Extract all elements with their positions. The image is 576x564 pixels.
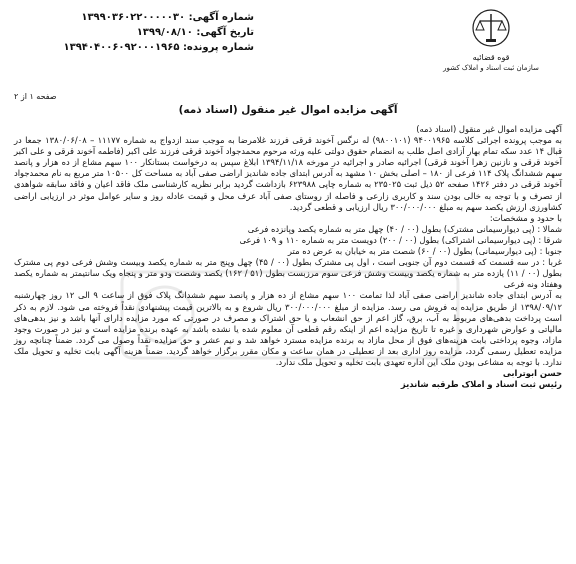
boundary-north: شمالا : (پی دیوارسیمانی مشترک) بطول (۰۰ / ۴۰) چهل متر به شماره یکصد وپانزده فرعی [247,223,562,234]
case-number: ۱۳۹۴۰۴۰۰۶۰۹۲۰۰۰۱۹۶۵ [63,42,180,53]
org-header [416,8,566,73]
case-number-row [14,40,254,55]
judiciary-emblem-icon [471,8,511,48]
body-paragraph-auction: به آدرس ابتدای جاده شاندیز اراضی صفی آباد لذا تمامت ۱۰۰ سهم مشاع از ده هزار و پانصد سهم ششدانگ پلاک فوق از ساعت ۹ الی ۱۲ روز چهارشنبه ۱۳۹۸/۰۹/۱۲ از طریق مزایده به فروش می رسد. مزایده از مبلغ ۳۰۰/۰۰۰/۰۰۰ ریال شروع و به بالاترین قیمت پیشنهادی نقداً فروخته می شود. لازم به ذکر است پرداخت بدهی‌های مربوط به آب، برق، گاز اعم از حق انشعاب و یا حق اشتراک و مصرف در صورتی که مورد مزایده دارای آنها باشد و نیز بدهی‌های مالیاتی و عوارض شهرداری و غیره تا تاریخ مزایده اعم از اینکه رقم قطعی آن معلوم شده یا نشده باشد به عهده برنده مزایده است و نیز در صورت وجود مازاد، وجوه پرداختی بابت هزینه‌های فوق از محل مازاد به برنده مزایده مسترد خواهد شد و نیم عشر و حق مزایده نقداً وصول می گردد. ضمناً چنانچه روز مزایده تعطیل رسمی گردد، مزایده روز اداری بعد از تعطیلی در همان ساعت و مکان مقرر برگزار خواهد گردید. ضمناً هزینه آگهی بابت تخلیه و تحویل ملک ندارد. با توجه به مشاعی بودن ملک این اداره تعهدی بابت تخلیه و تحویل ملک ندارد. [14,290,562,367]
signer-name: حسن ابوترابی [502,368,562,379]
signer-title: رئیس ثبت اسناد و املاک طرقبه شاندیز [400,379,562,390]
notice-number-label: شماره آگهی: [188,12,254,23]
case-number-label: شماره پرونده: [182,42,254,53]
notice-date-label: تاریخ آگهی: [196,27,254,38]
notice-number-row [14,10,254,25]
org-name: قوه قضائیه [472,53,510,62]
org-subtitle: سازمان ثبت اسناد و املاک کشور [443,64,539,72]
boundaries-heading: با حدود و مشخصات: [489,212,562,223]
notice-date-row [14,25,254,40]
boundary-west: غربا : در سه قسمت که قسمت دوم آن جنوبی است ، اول پی مشترک بطول (۰۰ / ۴۵) چهل وپنج متر به شماره یکصد وبیست وشش فرعی دوم پی مشترک بطول (۰۰ / ۱۱) یازده متر به شماره یکصد وبیست وشش فرعی سوم مرزبست بطول (۵۱ / ۱۶۲) یکصد وشصت ودو متر و پنجاه ویک سانتیمتر به شماره یکصد وهفتاد ونه فرعی [14,257,562,290]
notice-number: ۱۳۹۹۰۳۶۰۲۲۰۰۰۰۰۳۰ [81,12,186,23]
boundary-east: شرقا : (پی دیوارسیمانی اشتراکی) بطول (۰۰ / ۲۰۰) دویست متر به شماره ۱۱۰ و ۱۰۹ فرعی [239,234,562,245]
notice-title: آگهی مزایده اموال غیر منقول (اسناد ذمه) [178,104,398,116]
body-heading: آگهی مزایده اموال غیر منقول (اسناد ذمه) [416,124,562,134]
boundary-south: جنوبا : (پی دیوارسیمانی) بطول (۰۰ / ۶۰) شصت متر به خیابان به عرض ده متر [287,246,562,257]
notice-date: ۱۳۹۹/۰۸/۱۰ [136,27,193,38]
body-paragraph-main: به موجب پرونده اجرائی کلاسه ۹۴۰۰۱۹۶۵ (۹۸۰۰۱۰۱) له نرگس آخوند قرقی فرزند غلامرضا به موجب سند ازدواج به شماره ۱۱۱۷۷ – ۱۳۸۰/۰۶/۰۸ جمعا در قبال ۱۴ عدد سکه تمام بهار آزادی اصل طلب به انضمام حقوق دولتی علیه ورثه مرحوم محمدجواد آخوند قرقی فرزند علی اکبر (فاطمه آخوند قرقی و علی اکبر آخوند قرقی و نازنین زهرا آخوند قرقی) اجرائیه صادر و اجرائیه در مورخه ۱۳۹۴/۱۱/۱۸ ابلاغ سپس به درخواست بستانکار ۱۰۰ سهم مشاع از ده هزار و پانصد سهم ششدانگ پلاک ۱۱۴ فرعی از ۱۸۰ – اصلی بخش ۱۰ مشهد به آدرس ابتدای جاده شاندیز اراضی صفی آباد به مساحت کل ۱۰۵۰۰ متر مربع به نام محمدجواد آخوند قرقی در دفتر ۱۴۲۶ صفحه ۵۲ ذیل ثبت ۲۳۵۰۲۵ به شماره چاپی ۶۲۳۹۸۸ بازداشت گردید برابر نظریه کارشناسی ملک فاقد اعیان و فاقد سابقه شواهدی از تصرف و با توجه به خالی بودن سند و کاربری زارعی و فاصله از روستای صفی آباد عرف محل و قیمت عادله روز و سایر عوامل موثر در ارزیابی اراضی کشاورزی ارزش یکصد سهم به مبلغ ۳۰۰/۰۰۰/۰۰۰ ریال ارزیابی و قطعی گردید. [14,135,563,212]
notice-body [14,124,562,390]
notice-meta [14,10,254,55]
page-number: صفحه ۱ از ۲ [14,92,57,101]
